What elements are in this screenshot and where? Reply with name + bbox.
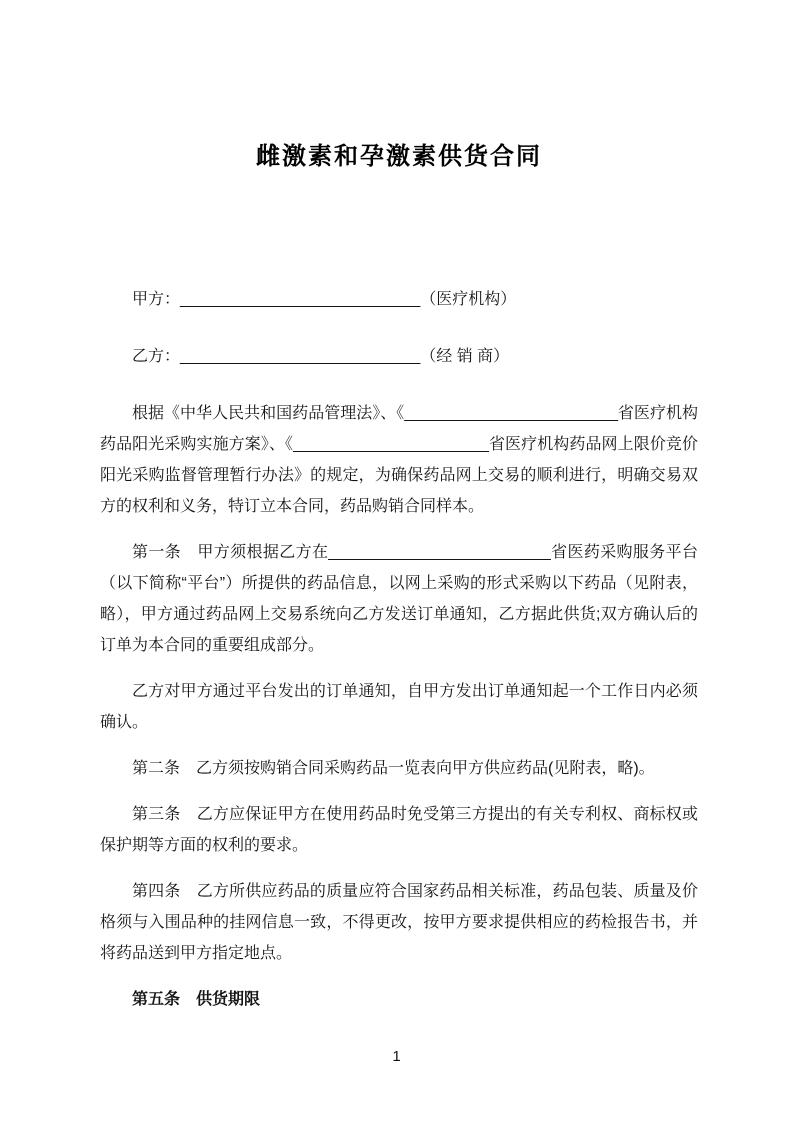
order-confirmation-paragraph: 乙方对甲方通过平台发出的订单通知，自甲方发出订单通知起一个工作日内必须确认。 — [100, 683, 698, 731]
clause-3-paragraph: 第三条 乙方应保证甲方在使用药品时免受第三方提出的有关专利权、商标权或保护期等方面的权利的要求。 — [100, 806, 698, 854]
page-number: 1 — [392, 1048, 401, 1065]
party-a-line — [100, 284, 698, 315]
preamble-paragraph: 根据《中华人民共和国药品管理法》、《________________________省医疗机构药品阳光采购实施方案》、《______________________省医疗机构药品网上限价竞价阳光采购监督管理暂行办法》的规定，为确保药品网上交易的顺利进行，明确交易双方的权利和义务，特订立本合同，药品购销合同样本。 — [100, 405, 698, 515]
party-a-label: 甲方： — [132, 291, 181, 308]
party-b-label: 乙方： — [132, 348, 181, 365]
party-a-blank-field: ___________________________ — [180, 291, 421, 308]
party-b-line — [100, 341, 698, 372]
party-a-role: （医疗机构） — [420, 291, 517, 308]
clause-1-paragraph: 第一条 甲方须根据乙方在_________________________省医药采购服务平台（以下简称“平台”）所提供的药品信息，以网上采购的形式采购以下药品（见附表，略），甲方通过药品网上交易系统向乙方发送订单通知，乙方据此供货;双方确认后的订单为本合同的重要组成部分。 — [100, 544, 698, 654]
contract-title: 雌激素和孕激素供货合同 — [256, 143, 542, 170]
party-b-role: （经 销 商） — [420, 348, 510, 365]
party-b-blank-field: ___________________________ — [180, 348, 421, 365]
clause-4-paragraph: 第四条 乙方所供应药品的质量应符合国家药品相关标准，药品包装、质量及价格须与入围品种的挂网信息一致，不得更改，按甲方要求提供相应的药检报告书，并将药品送到甲方指定地点。 — [100, 883, 698, 962]
clause-2-paragraph: 第二条 乙方须按购销合同采购药品一览表向甲方供应药品(见附表，略)。 — [132, 760, 655, 777]
clause-5-heading: 第五条 供货期限 — [132, 991, 261, 1008]
